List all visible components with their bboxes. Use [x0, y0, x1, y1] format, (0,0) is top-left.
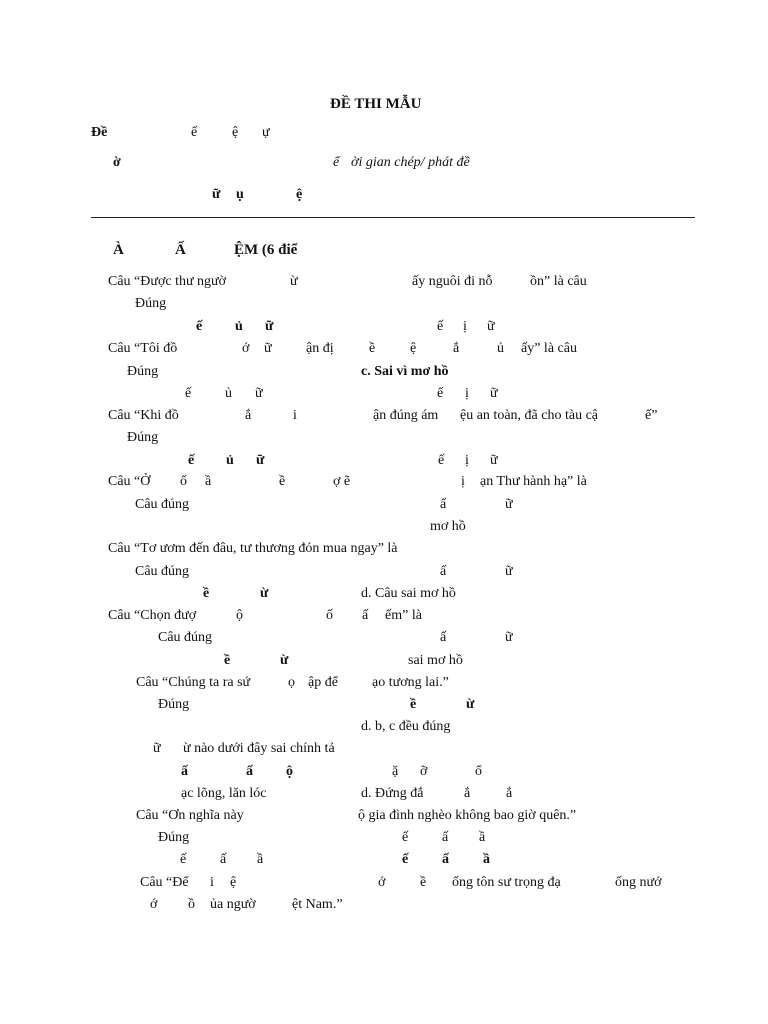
- question-7-stem: ọ: [288, 675, 295, 690]
- header-line-2: ể: [333, 155, 340, 170]
- question-2-stem: ớ: [242, 341, 250, 356]
- question-3-stem: ế”: [645, 408, 658, 423]
- question-6-option-c: ề: [224, 653, 231, 668]
- question-10-stem: Câu “Để: [140, 875, 189, 890]
- question-10-stem-line2: ớ: [150, 897, 158, 912]
- header-line-3: ệ: [296, 187, 303, 202]
- question-9-option-d: ấ: [442, 852, 449, 867]
- header-line-1: ự: [262, 125, 270, 140]
- question-2-option-a: Đúng: [127, 364, 159, 379]
- question-8-option-a: ấ: [181, 764, 188, 779]
- question-1-stem: Câu “Được thư ngườ: [108, 274, 227, 289]
- question-3-stem: ắ: [245, 408, 252, 423]
- header-line-2: ờ: [113, 155, 121, 170]
- question-2-option-d: ị: [465, 386, 469, 401]
- section-heading: ỆM (6 điể: [234, 242, 298, 258]
- header-line-1: Đề: [91, 125, 108, 140]
- question-3-option-b: ữ: [256, 453, 265, 468]
- question-5-option-a: Câu đúng: [135, 564, 190, 579]
- question-4-option-b: ấ: [440, 497, 447, 512]
- question-10-stem: ống tôn sư trọng đạ: [452, 875, 561, 890]
- question-9-option-d: ế: [402, 852, 409, 867]
- question-2-stem: ấy” là câu: [521, 341, 577, 356]
- question-1-stem: ừ: [290, 274, 298, 289]
- question-9-stem: ộ gia đình nghèo không bao giờ quên.”: [358, 808, 577, 823]
- question-9-option-b: ầ: [479, 830, 486, 845]
- header-line-1: ế: [191, 125, 198, 140]
- question-10-stem-line2: ệt Nam.”: [292, 897, 343, 912]
- question-1-option-a: Đúng: [135, 296, 167, 311]
- question-8-option-b: ỡ: [420, 764, 428, 779]
- question-9-option-b: ế: [402, 830, 409, 845]
- question-2-stem: ắ: [453, 341, 460, 356]
- question-4-stem: ề: [279, 474, 286, 489]
- question-6-stem: ấ: [362, 608, 369, 623]
- question-2-stem: ủ: [497, 341, 504, 356]
- question-8-option-d: ắ: [464, 786, 471, 801]
- header-line-3: ụ: [236, 187, 244, 202]
- question-9-option-c: ấ: [220, 852, 227, 867]
- question-1-stem: ấy nguôi đi nỗ: [412, 274, 493, 289]
- question-8-option-a: ộ: [286, 764, 293, 779]
- divider: [91, 217, 695, 218]
- question-10-stem: ệ: [230, 875, 237, 890]
- question-6-stem: ố: [326, 608, 333, 623]
- question-5-option-b: ấ: [440, 564, 447, 579]
- question-3-option-b: ủ: [226, 453, 234, 468]
- question-4-stem: ầ: [205, 474, 212, 489]
- question-6-stem: ộ: [236, 608, 243, 623]
- question-3-stem: ận đúng ám: [373, 408, 439, 423]
- question-5-option-b: ữ: [505, 564, 513, 579]
- question-6-stem: ếm” là: [385, 608, 422, 623]
- question-9-option-c: ế: [180, 852, 187, 867]
- question-4-stem: ố: [180, 474, 187, 489]
- question-8-option-b: ặ: [392, 764, 399, 779]
- question-3-option-a: Đúng: [127, 430, 159, 445]
- question-4-stem: ạn Thư hành hạ” là: [480, 474, 587, 489]
- question-6-option-d: sai mơ hồ: [408, 653, 463, 668]
- question-6-option-c: ừ: [280, 653, 289, 668]
- question-4-option-a: Câu đúng: [135, 497, 190, 512]
- question-1-option-b: ữ: [265, 319, 274, 334]
- question-8-option-d: ắ: [506, 786, 513, 801]
- question-2-option-d: ế: [437, 386, 444, 401]
- question-2-option-b: ủ: [225, 386, 232, 401]
- question-6-stem: Câu “Chọn đượ: [108, 608, 197, 623]
- question-4-option-c: mơ hồ: [430, 519, 466, 534]
- question-1-option-b: ủ: [235, 319, 243, 334]
- question-8-option-c: ạc lõng, lăn lóc: [181, 786, 267, 801]
- question-7-stem: ạo tương lai.”: [372, 675, 449, 690]
- question-6-option-a: Câu đúng: [158, 630, 213, 645]
- question-3-stem: Câu “Khi đồ: [108, 408, 179, 423]
- question-8-stem: ữ: [153, 741, 161, 756]
- question-2-option-d: ữ: [490, 386, 498, 401]
- question-10-stem: ống nướ: [615, 875, 662, 890]
- question-5-option-c: ừ: [260, 586, 269, 601]
- question-4-option-b: ữ: [505, 497, 513, 512]
- question-4-stem: ị: [461, 474, 465, 489]
- question-6-option-b: ữ: [505, 630, 513, 645]
- question-8-stem: ừ nào dưới đây sai chính tả: [183, 741, 335, 756]
- question-5-option-c: ề: [203, 586, 210, 601]
- question-9-option-a: Đúng: [158, 830, 190, 845]
- question-3-option-c: ị: [465, 453, 469, 468]
- question-8-option-b: ổ: [475, 764, 482, 779]
- question-10-stem-line2: ủa ngườ: [210, 897, 256, 912]
- question-3-stem: i: [293, 408, 297, 423]
- question-6-option-b: ấ: [440, 630, 447, 645]
- question-3-option-c: ế: [438, 453, 445, 468]
- question-1-option-c: ữ: [487, 319, 495, 334]
- question-8-option-d: d. Đứng đắ: [361, 786, 424, 801]
- question-2-stem: ận đị: [306, 341, 334, 356]
- question-2-option-b: ữ: [255, 386, 263, 401]
- question-10-stem: i: [210, 875, 214, 890]
- question-2-option-b: ế: [185, 386, 192, 401]
- question-7-option-a: Đúng: [158, 697, 190, 712]
- question-3-stem: ệu an toàn, đã cho tàu cậ: [460, 408, 598, 423]
- question-4-stem: ợ ẽ: [333, 474, 351, 489]
- question-1-stem: ồn” là câu: [530, 274, 587, 289]
- section-heading: À: [113, 242, 124, 258]
- question-2-option-c: c. Sai vì mơ hồ: [361, 364, 449, 379]
- question-3-option-b: ế: [188, 453, 195, 468]
- question-1-option-b: ế: [196, 319, 203, 334]
- question-2-stem: ề: [369, 341, 376, 356]
- question-5-stem: Câu “Tơ ươm đến đâu, tư thương đón mua ngay” là: [108, 541, 398, 556]
- question-8-option-a: ấ: [246, 764, 253, 779]
- question-9-option-c: ầ: [257, 852, 264, 867]
- question-7-option-b: ừ: [466, 697, 475, 712]
- question-2-stem: ệ: [410, 341, 417, 356]
- question-10-stem-line2: ồ: [188, 897, 195, 912]
- question-1-option-c: ị: [463, 319, 467, 334]
- question-10-stem: ớ: [378, 875, 386, 890]
- header-line-1: ệ: [232, 125, 239, 140]
- question-7-option-d: d. b, c đều đúng: [361, 719, 451, 734]
- header-line-3: ữ: [212, 187, 221, 202]
- header-line-2: ời gian chép/ phát đề: [351, 155, 470, 170]
- page-title: ĐỀ THI MẪU: [330, 96, 422, 112]
- question-1-option-c: ế: [437, 319, 444, 334]
- question-5-option-d: d. Câu sai mơ hồ: [361, 586, 456, 601]
- question-3-option-c: ữ: [490, 453, 498, 468]
- question-9-option-d: ầ: [483, 852, 490, 867]
- question-2-stem: ữ: [264, 341, 272, 356]
- section-heading: Ấ: [175, 242, 186, 258]
- question-7-stem: ập để: [308, 675, 338, 690]
- question-7-stem: Câu “Chúng ta ra sứ: [136, 675, 251, 690]
- question-10-stem: ề: [420, 875, 427, 890]
- question-2-stem: Câu “Tôi đồ: [108, 341, 178, 356]
- question-9-stem: Câu “Ơn nghĩa này: [136, 808, 244, 823]
- question-7-option-b: ề: [410, 697, 417, 712]
- question-9-option-b: ấ: [442, 830, 449, 845]
- question-4-stem: Câu “Ở: [108, 474, 151, 489]
